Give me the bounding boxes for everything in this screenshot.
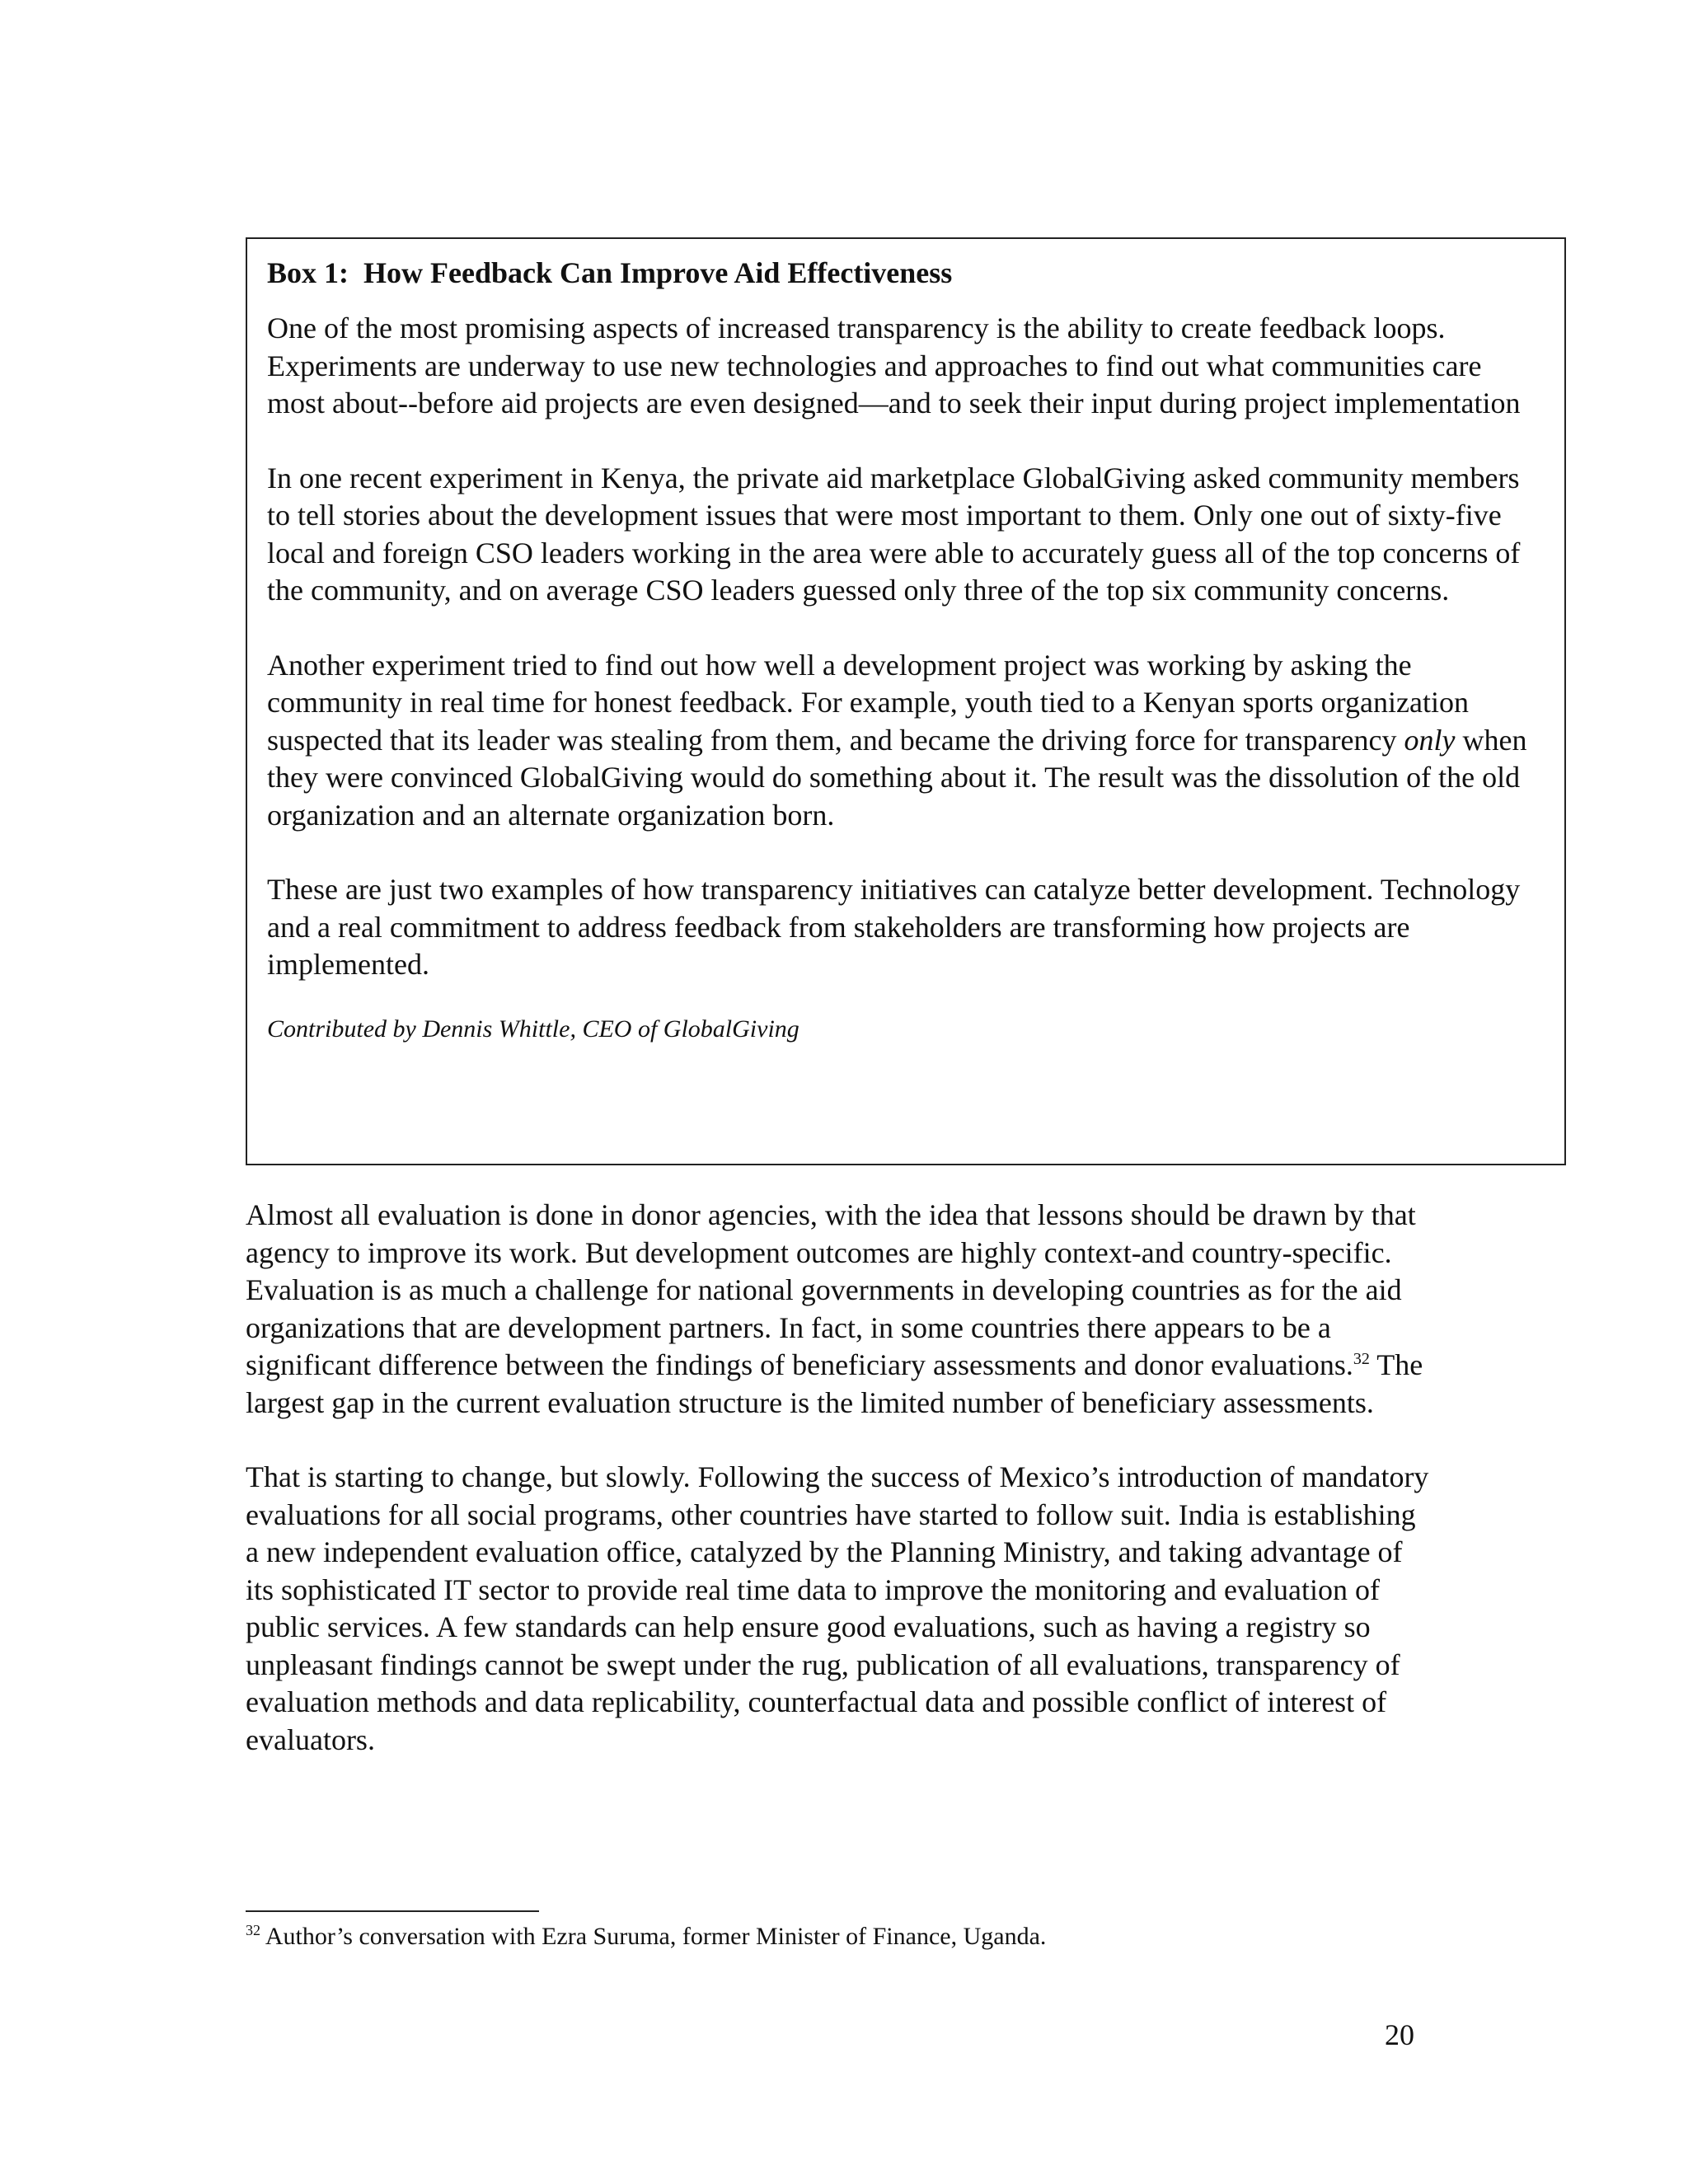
box-contributor: Contributed by Dennis Whittle, CEO of GlobalGiving — [267, 1015, 799, 1043]
footnote-divider — [246, 1910, 539, 1912]
page-number: 20 — [1385, 2018, 1414, 2051]
body-paragraph-1 — [246, 1197, 1432, 1422]
box-paragraph-3-italic: only — [1404, 723, 1456, 757]
box-paragraph-3 — [267, 647, 1541, 835]
footnote-text: Author’s conversation with Ezra Suruma, former Minister of Finance, Uganda. — [260, 1923, 1047, 1950]
footnote — [246, 1920, 1046, 1953]
box-paragraph-1: One of the most promising aspects of increased transparency is the ability to create feedback loops. Experiments are underway to use new technologies and approaches to find out what communities care most about--before aid projects are even designed—and to seek their input during project implementation — [267, 312, 1521, 419]
box-paragraph-4: These are just two examples of how transparency initiatives can catalyze better development. Technology and a real commitment to address feedback from stakeholders are transforming how projects are implemented. — [267, 873, 1521, 981]
box-title: Box 1: How Feedback Can Improve Aid Effectiveness — [267, 256, 953, 289]
box-paragraph-2: In one recent experiment in Kenya, the private aid marketplace GlobalGiving asked community members to tell stories about the development issues that were most important to them. Only one out of sixty-five local and foreign CSO leaders working in the area were able to accurately guess all of the top concerns of the community, and on average CSO leaders guessed only three of the top six community concerns. — [267, 461, 1521, 607]
body-text — [246, 1197, 1432, 1796]
body-paragraph-1-text-a: Almost all evaluation is done in donor agencies, with the idea that lessons should be drawn by that agency to improve its work. But development outcomes are highly context-and country-specific. Evaluation is as much a challenge for national governments in developing countries as for the aid organizations that are development partners. In fact, in some countries there appears to be a significant difference between the findings of beneficiary assessments and donor evaluations. — [246, 1198, 1416, 1381]
box-paragraph-3-text-b: when they were convinced GlobalGiving would do something about it. The result was the dissolution of the old organization and an alternate organization born. — [267, 723, 1527, 832]
box-paragraph-3-text-a: Another experiment tried to find out how well a development project was working by asking the community in real time for honest feedback. For example, youth tied to a Kenyan sports organization suspected that its leader was stealing from them, and became the driving force for transparency — [267, 648, 1469, 757]
body-paragraph-1-text-b: The largest gap in the current evaluation structure is the limited number of beneficiary assessments. — [246, 1348, 1423, 1419]
footnote-number: 32 — [246, 1922, 260, 1938]
feedback-box — [246, 237, 1566, 1165]
footnote-reference[interactable]: 32 — [1353, 1350, 1370, 1368]
body-paragraph-2: That is starting to change, but slowly. Following the success of Mexico’s introduction of mandatory evaluations for all social programs, other countries have started to follow suit. India is establishing a new independent evaluation office, catalyzed by the Planning Ministry, and taking advantage of its sophisticated IT sector to provide real time data to improve the monitoring and evaluation of public services. A few standards can help ensure good evaluations, such as having a registry so unpleasant findings cannot be swept under the rug, publication of all evaluations, transparency of evaluation methods and data replicability, counterfactual data and possible conflict of interest of evaluators. — [246, 1460, 1429, 1756]
